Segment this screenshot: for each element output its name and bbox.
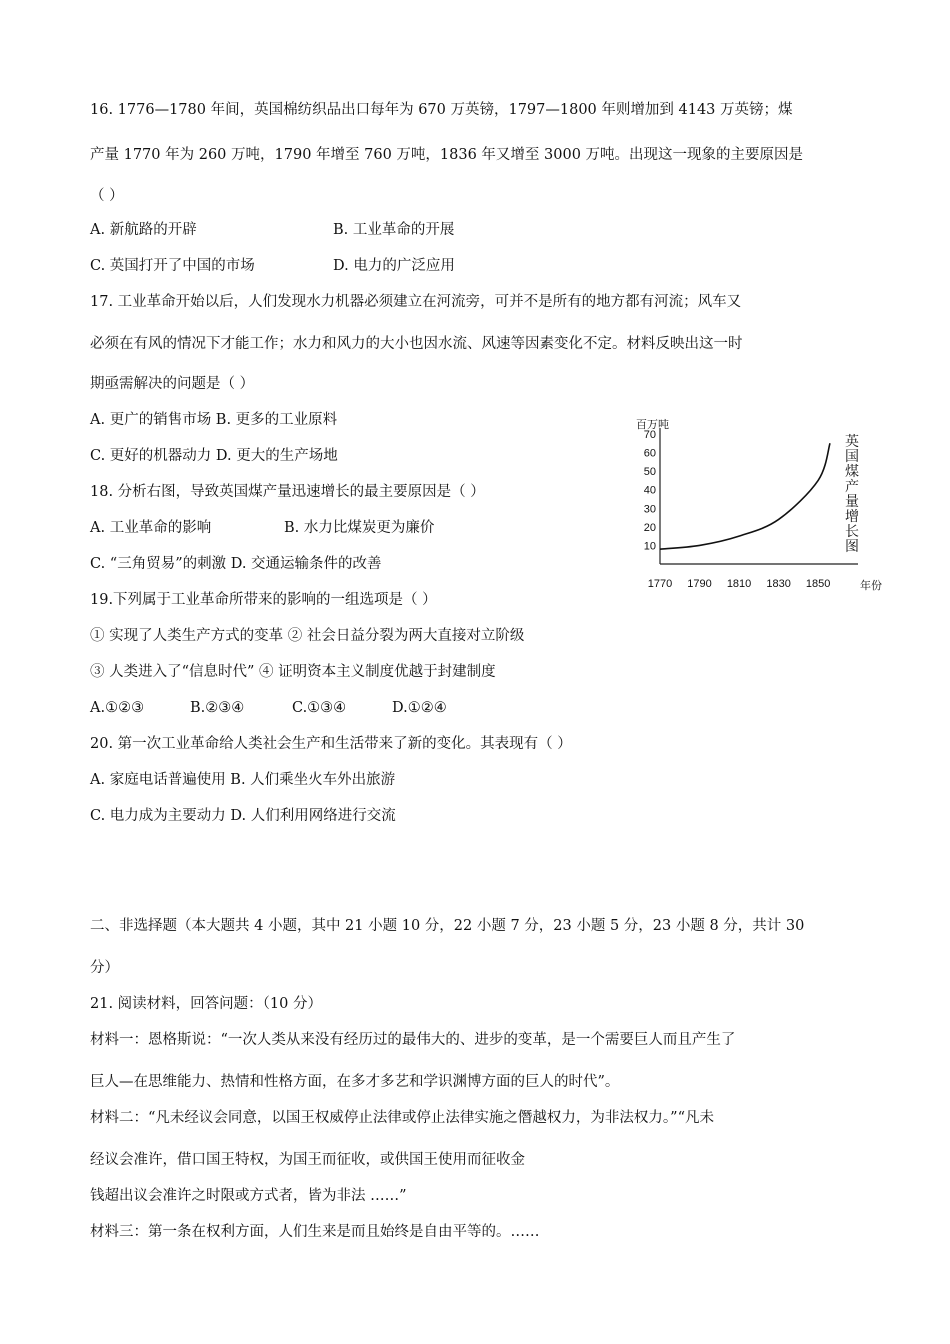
chart-y-tick-label: 50 — [643, 466, 656, 479]
q17-line-3: 期亟需解决的问题是（ ） — [90, 376, 255, 392]
q16-option-a: A. 新航路的开辟 — [90, 222, 197, 238]
part2-heading-line-1: 二、非选择题（本大题共 4 小题，其中 21 小题 10 分，22 小题 7 分，23 小题 5 分，23 小题 8 分，共计 30 — [90, 918, 805, 934]
q19-line-2: ① 实现了人类生产方式的变革 ② 社会日益分裂为两大直接对立阶级 — [90, 628, 525, 644]
q16-option-b: B. 工业革命的开展 — [333, 222, 455, 238]
chart-y-tick-label: 10 — [643, 540, 656, 553]
chart-x-axis-label: 年份 — [860, 580, 882, 592]
q18-line-1: 18. 分析右图，导致英国煤产量迅速增长的最主要原因是（ ） — [90, 484, 485, 500]
q17-line-1: 17. 工业革命开始以后，人们发现水力机器必须建立在河流旁，可并不是所有的地方都有河流；风车又 — [90, 294, 742, 310]
q18-options-cd: C. “三角贸易”的刺激 D. 交通运输条件的改善 — [90, 556, 382, 572]
chart-x-tick-label: 1830 — [766, 578, 791, 590]
q21-material-2b: 经议会准许，借口国王特权，为国王而征收，或供国王使用而征收金 — [90, 1152, 525, 1168]
chart-y-ticks — [644, 429, 656, 552]
q16-line-3: （ ） — [90, 188, 124, 204]
q21-material-3: 材料三：第一条在权利方面，人们生来是而且始终是自由平等的。…… — [90, 1224, 540, 1240]
chart-title-char: 增 — [845, 508, 859, 524]
q21-material-2c: 钱超出议会准许之时限或方式者，皆为非法 ……” — [90, 1188, 407, 1204]
q21-material-1b: 巨人—在思维能力、热情和性格方面，在多才多艺和学识渊博方面的巨人的时代”。 — [90, 1074, 620, 1090]
q16-line-2: 产量 1770 年为 260 万吨，1790 年增至 760 万吨，1836 年又增至 3000 万吨。出现这一现象的主要原因是 — [90, 147, 804, 163]
q16-option-c: C. 英国打开了中国的市场 — [90, 258, 255, 274]
q20-line-1: 20. 第一次工业革命给人类社会生产和生活带来了新的变化。其表现有（ ） — [90, 736, 572, 752]
q17-options-ab: A. 更广的销售市场 B. 更多的工业原料 — [90, 412, 338, 428]
q17-options-cd: C. 更好的机器动力 D. 更大的生产场地 — [90, 448, 338, 464]
q20-options-ab: A. 家庭电话普遍使用 B. 人们乘坐火车外出旅游 — [90, 772, 396, 788]
q18-option-b: B. 水力比煤炭更为廉价 — [284, 520, 435, 536]
chart-y-axis-label: 百万吨 — [636, 419, 669, 431]
q20-options-cd: C. 电力成为主要动力 D. 人们利用网络进行交流 — [90, 808, 396, 824]
q21-material-2a: 材料二：“凡未经议会同意，以国王权威停止法律或停止法律实施之僭越权力，为非法权力。”“凡未 — [90, 1110, 714, 1126]
q16-line-1: 16. 1776—1780 年间，英国棉纺织品出口每年为 670 万英镑，1797—1800 年则增加到 4143 万英镑；煤 — [90, 102, 793, 118]
chart-y-tick-label: 60 — [643, 447, 656, 460]
q17-line-2: 必须在有风的情况下才能工作；水力和风力的大小也因水流、风速等因素变化不定。材料反映出这一时 — [90, 336, 743, 352]
chart-x-tick-label: 1850 — [805, 578, 831, 590]
q19-option-c: C.①③④ — [292, 700, 347, 716]
chart-series — [660, 443, 830, 549]
chart-title-char: 煤 — [845, 463, 859, 479]
chart-y-tick-label: 70 — [643, 429, 656, 441]
coal-output-chart — [628, 412, 890, 598]
chart-title-char: 量 — [845, 493, 859, 509]
chart-x-tick-label: 1790 — [687, 578, 712, 590]
chart-y-tick-label: 30 — [643, 503, 656, 516]
chart-title-char: 国 — [845, 448, 859, 464]
chart-y-tick-label: 40 — [643, 484, 656, 497]
q21-material-1a: 材料一：恩格斯说：“一次人类从来没有经历过的最伟大的、进步的变革，是一个需要巨人而且产生了 — [90, 1032, 736, 1048]
chart-x-tick-label: 1810 — [726, 578, 752, 590]
chart-title-char: 图 — [845, 538, 859, 554]
q19-option-b: B.②③④ — [190, 700, 245, 716]
q19-option-d: D.①②④ — [392, 700, 447, 716]
part2-heading-line-2: 分） — [90, 960, 119, 976]
chart-title-char: 英 — [845, 433, 859, 449]
chart-x-ticks — [648, 578, 831, 590]
q21-line-1: 21. 阅读材料，回答问题：（10 分） — [90, 996, 322, 1012]
chart-title — [845, 433, 859, 554]
chart-series-line — [660, 443, 830, 549]
q19-line-3: ③ 人类进入了“信息时代” ④ 证明资本主义制度优越于封建制度 — [90, 664, 496, 680]
chart-y-tick-label: 20 — [643, 521, 656, 534]
q19-line-1: 19.下列属于工业革命所带来的影响的一组选项是（ ） — [90, 592, 437, 608]
q18-option-a: A. 工业革命的影响 — [90, 520, 212, 536]
chart-title-char: 长 — [845, 523, 859, 539]
chart-x-tick-label: 1770 — [647, 578, 673, 590]
chart-title-char: 产 — [845, 478, 859, 494]
q19-option-a: A.①②③ — [90, 700, 145, 716]
q16-option-d: D. 电力的广泛应用 — [333, 258, 455, 274]
